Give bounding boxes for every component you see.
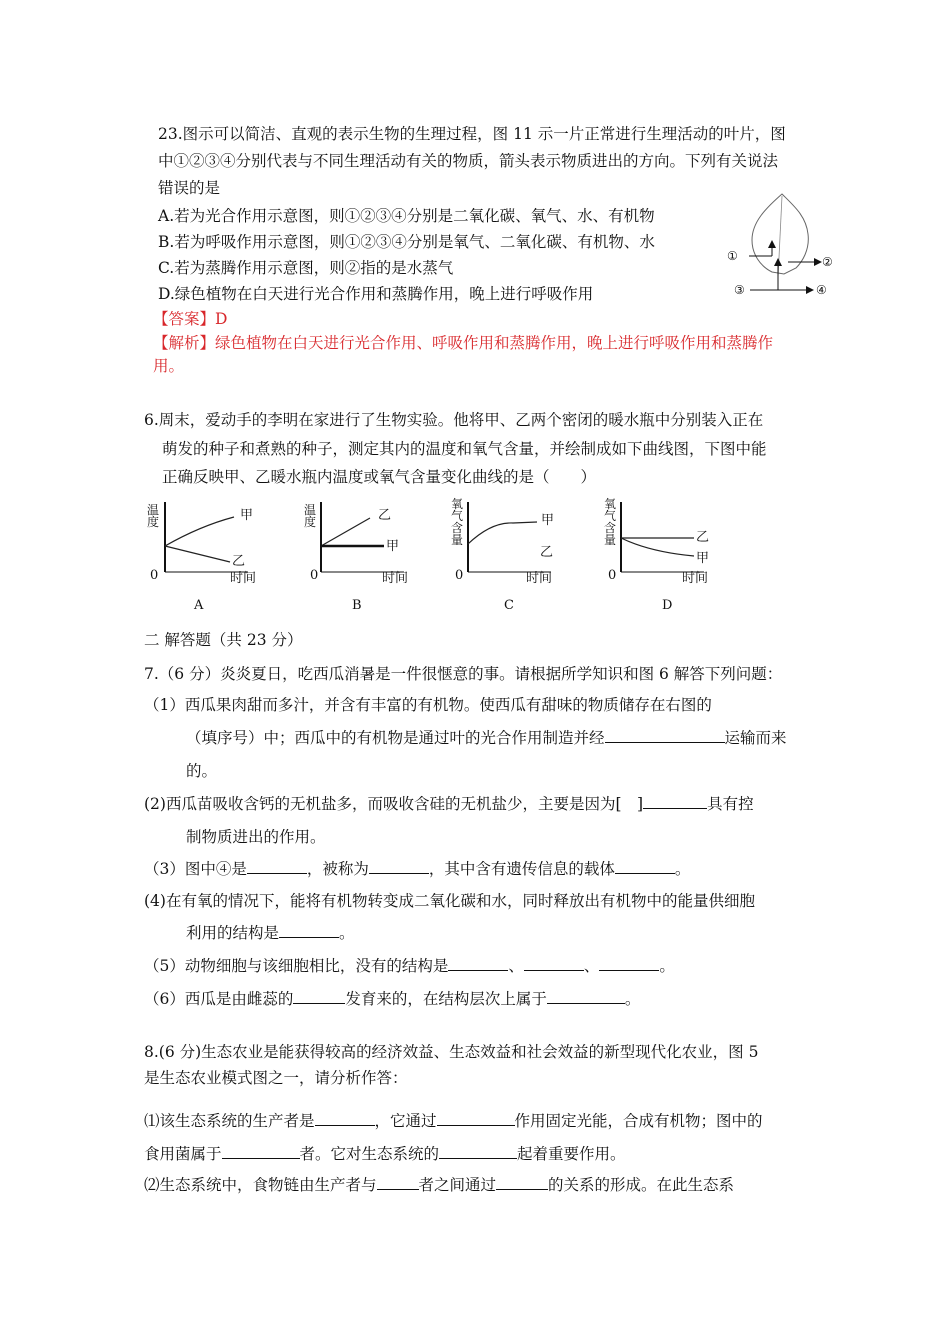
q7-blank-9[interactable] (599, 956, 659, 971)
q7-blank-10[interactable] (293, 989, 345, 1004)
q6-stem-line3: 正确反映甲、乙暖水瓶内温度或氧气含量变化曲线的是（ ） (162, 468, 597, 486)
graph-a-series-1: 甲 (240, 508, 254, 523)
q23-analysis-line1: 【解析】绿色植物在白天进行光合作用、呼吸作用和蒸腾作用，晚上进行呼吸作用和蒸腾作 (153, 334, 774, 352)
q7-part1-line2: （填序号）中；西瓜中的有机物是通过叶的光合作用制造并经 运输而来 (186, 729, 787, 747)
graph-c-series-2: 乙 (540, 545, 554, 560)
q8-blank-4[interactable] (439, 1144, 517, 1159)
graph-a-series-2: 乙 (232, 554, 246, 569)
q7-blank-1[interactable] (605, 728, 725, 743)
graph-a-option: A (194, 598, 204, 613)
leaf-label-2: ② (822, 255, 833, 269)
graph-b-xlabel: 时间 (382, 571, 409, 586)
graph-d-series-2: 甲 (696, 551, 710, 566)
graph-d-series-1: 乙 (696, 530, 710, 545)
graph-d-ylabel: 氧 气 含 量 (603, 497, 616, 547)
q8-blank-2[interactable] (437, 1111, 515, 1126)
q23-option-c: C.若为蒸腾作用示意图，则②指的是水蒸气 (158, 259, 454, 277)
q23-option-d: D.绿色植物在白天进行光合作用和蒸腾作用，晚上进行呼吸作用 (158, 285, 594, 303)
q7-blank-2[interactable] (643, 794, 707, 809)
q8-part1-line1: ⑴该生态系统的生产者是 ，它通过 作用固定光能，合成有机物；图中的 (144, 1112, 763, 1130)
q7-blank-11[interactable] (547, 989, 625, 1004)
q23-stem-line1: 23.图示可以简洁、直观的表示生物的生理过程，图 11 示一片正常进行生理活动的叶片，图 (158, 125, 786, 143)
q8-blank-6[interactable] (496, 1175, 548, 1190)
q23-stem-line2: 中①②③④分别代表与不同生理活动有关的物质，箭头表示物质进出的方向。下列有关说法 (158, 152, 779, 170)
q7-part4-line2: 利用的结构是 。 (186, 924, 355, 942)
graph-a-ylabel: 温 度 (146, 503, 159, 529)
q6-stem-line1: 6.周末，爱动手的李明在家进行了生物实验。他将甲、乙两个密闭的暖水瓶中分别装入正在 (144, 411, 764, 429)
q23-analysis-line2: 用。 (153, 357, 185, 375)
q8-blank-1[interactable] (315, 1111, 375, 1126)
graph-d-plot (616, 500, 706, 576)
q7-part6: （6）西瓜是由雌蕊的 发育来的，在结构层次上属于 。 (144, 990, 641, 1008)
q8-part1-line2: 食用菌属于 者。它对生态系统的 起着重要作用。 (144, 1145, 626, 1163)
graph-b-series-2: 甲 (386, 539, 400, 554)
q23-stem-line3: 错误的是 (158, 179, 221, 197)
graph-a-curve-yi (165, 546, 230, 562)
q7-part4-line1: (4)在有氧的情况下，能将有机物转变成二氧化碳和水，同时释放出有机物中的能量供细胞 (144, 892, 755, 910)
q8-stem-line1: 8.(6 分)生态农业是能获得较高的经济效益、生态效益和社会效益的新型现代化农业，图 5 (144, 1043, 759, 1061)
graph-b-origin: 0 (310, 568, 319, 583)
graph-b-plot (316, 500, 406, 576)
graph-c-xlabel: 时间 (526, 571, 553, 586)
graph-d-origin: 0 (608, 568, 617, 583)
q23-option-b: B.若为呼吸作用示意图，则①②③④分别是氧气、二氧化碳、有机物、水 (158, 233, 655, 251)
section-heading: 二 解答题（共 23 分） (144, 631, 303, 649)
q7-part3: （3）图中④是 ，被称为 ，其中含有遗传信息的载体 。 (144, 860, 691, 878)
q8-blank-5[interactable] (377, 1175, 419, 1190)
graph-b-series-1: 乙 (378, 508, 392, 523)
graph-c-series-1: 甲 (541, 513, 555, 528)
q7-part1-line1: （1）西瓜果肉甜而多汁，并含有丰富的有机物。使西瓜有甜味的物质储存在右图的 (144, 696, 712, 714)
q7-blank-8[interactable] (524, 956, 584, 971)
q23-option-a: A.若为光合作用示意图，则①②③④分别是二氧化碳、氧气、水、有机物 (158, 207, 655, 225)
q8-blank-3[interactable] (222, 1144, 300, 1159)
leaf-label-1: ① (727, 249, 738, 263)
graph-c-ylabel: 氧 气 含 量 (450, 497, 463, 547)
q6-stem-line2: 萌发的种子和煮熟的种子，测定其内的温度和氧气含量，并绘制成如下曲线图，下图中能 (162, 440, 767, 458)
graph-b-option: B (352, 598, 362, 613)
graph-b-curve-yi (321, 518, 370, 546)
q7-part2-line1: (2)西瓜苗吸收含钙的无机盐多，而吸收含硅的无机盐少，主要是因为[ ] 具有控 (144, 795, 754, 813)
q8-stem-line2: 是生态农业模式图之一，请分析作答： (144, 1069, 408, 1087)
graph-d-xlabel: 时间 (682, 571, 709, 586)
q7-part2-line2: 制物质进出的作用。 (186, 828, 326, 846)
q8-part2-line1: ⑵生态系统中，食物链由生产者与 者之间通过 的关系的形成。在此生态系 (144, 1176, 735, 1194)
q7-intro: 7.（6 分）炎炎夏日，吃西瓜消暑是一件很惬意的事。请根据所学知识和图 6 解答下列问题： (144, 665, 783, 683)
q7-blank-3[interactable] (247, 859, 307, 874)
q23-answer: 【答案】D (153, 310, 228, 328)
q7-part5: （5）动物细胞与该细胞相比，没有的结构是 、 、 。 (144, 957, 675, 975)
leaf-label-4: ④ (816, 283, 827, 297)
leaf-diagram (724, 188, 834, 308)
q7-part1-line3: 的。 (186, 762, 218, 780)
q7-blank-7[interactable] (448, 956, 508, 971)
graph-a-curve-jia (165, 517, 234, 546)
graph-d-option: D (662, 598, 673, 613)
q7-blank-4[interactable] (369, 859, 429, 874)
graph-a-origin: 0 (150, 568, 159, 583)
leaf-label-3: ③ (734, 283, 745, 297)
graph-c-option: C (504, 598, 514, 613)
q7-blank-5[interactable] (615, 859, 675, 874)
q7-blank-6[interactable] (279, 923, 339, 938)
graph-d-curve-jia (621, 538, 694, 556)
graph-c-plot (463, 500, 553, 576)
graph-a-xlabel: 时间 (230, 571, 257, 586)
graph-b-ylabel: 温 度 (303, 503, 316, 529)
graph-c-curve-jia (468, 522, 537, 544)
graph-c-origin: 0 (455, 568, 464, 583)
